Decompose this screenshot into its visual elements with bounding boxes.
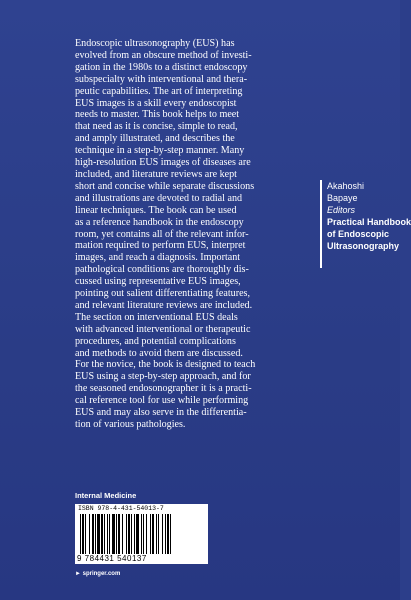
blurb-line: that need as it is concise, simple to read, — [75, 121, 238, 133]
blurb-line: images, and reach a diagnosis. Important — [75, 252, 241, 264]
book-title-line: of Endoscopic — [327, 229, 390, 239]
blurb-line: and amply illustrated, and describes the — [75, 133, 235, 145]
publisher-link[interactable]: ► springer.com — [75, 571, 121, 577]
blurb-line: subspecialty with interventional and thera- — [75, 73, 248, 85]
book-title-line: Ultrasonography — [327, 241, 400, 251]
blurb-line: EUS using a step-by-step approach, and for — [75, 371, 251, 383]
blurb-line: room, yet contains all of the relevant infor- — [75, 228, 249, 240]
blurb-line: needs to master. This book helps to meet — [75, 109, 240, 121]
blurb-line: and methods to avoid them are discussed. — [75, 347, 243, 359]
title-block — [327, 180, 411, 252]
blurb-line: and relevant literature reviews are included. — [75, 299, 253, 311]
blurb-line: high-resolution EUS images of diseases are — [75, 157, 251, 169]
book-title-line: Practical Handbook — [327, 217, 411, 227]
barcode-panel — [75, 504, 208, 564]
author-akahoshi: Akahoshi — [327, 181, 365, 191]
ean-number: 9 784431 540137 — [77, 554, 147, 563]
blurb-line: EUS images is a skill every endoscopist — [75, 97, 237, 109]
blurb-line: and illustrations are devoted to radial and — [75, 192, 243, 204]
blurb-line: with advanced interventional or therapeutic — [75, 323, 251, 335]
blurb-line: short and concise while separate discussions — [75, 180, 255, 192]
blurb-line: mation required to perform EUS, interpret — [75, 240, 246, 252]
subject-category: Internal Medicine — [75, 491, 137, 500]
side-divider — [320, 180, 322, 268]
blurb-line: as a reference handbook in the endoscopy — [75, 216, 244, 228]
barcode-icon — [78, 514, 205, 554]
author-bapaye: Bapaye — [327, 193, 358, 203]
blurb-line: included, and literature reviews are kept — [75, 168, 237, 180]
blurb-line: evolved from an obscure method of investi- — [75, 49, 252, 61]
blurb-line: pointing out salient differentiating features, — [75, 288, 251, 300]
blurb-line: The section on interventional EUS deals — [75, 311, 238, 323]
blurb-line: tion of various pathologies. — [75, 419, 186, 430]
blurb-line: cussed using representative EUS images, — [75, 276, 241, 288]
blurb-line: EUS and may also serve in the differentia- — [75, 407, 247, 419]
blurb-line: the seasoned endosonographer it is a practi- — [75, 383, 252, 395]
isbn-text: ISBN 978-4-431-54013-7 — [78, 505, 164, 512]
blurb-line: gation in the 1980s to a distinct endoscopy — [75, 61, 248, 73]
blurb-line: procedures, and potential complications — [75, 335, 236, 347]
blurb-line: cal reference tool for use while performing — [75, 395, 249, 407]
blurb-line: linear techniques. The book can be used — [75, 204, 237, 216]
blurb-line: For the novice, the book is designed to teach — [75, 359, 256, 371]
editors-label: Editors — [327, 205, 356, 215]
blurb-line: peutic capabilities. The art of interpreting — [75, 85, 243, 97]
blurb-line: technique in a step-by-step manner. Many — [75, 145, 245, 157]
blurb-text — [75, 38, 290, 431]
blurb-line: pathological conditions are thoroughly dis- — [75, 264, 249, 276]
blurb-line: Endoscopic ultrasonography (EUS) has — [75, 38, 235, 49]
